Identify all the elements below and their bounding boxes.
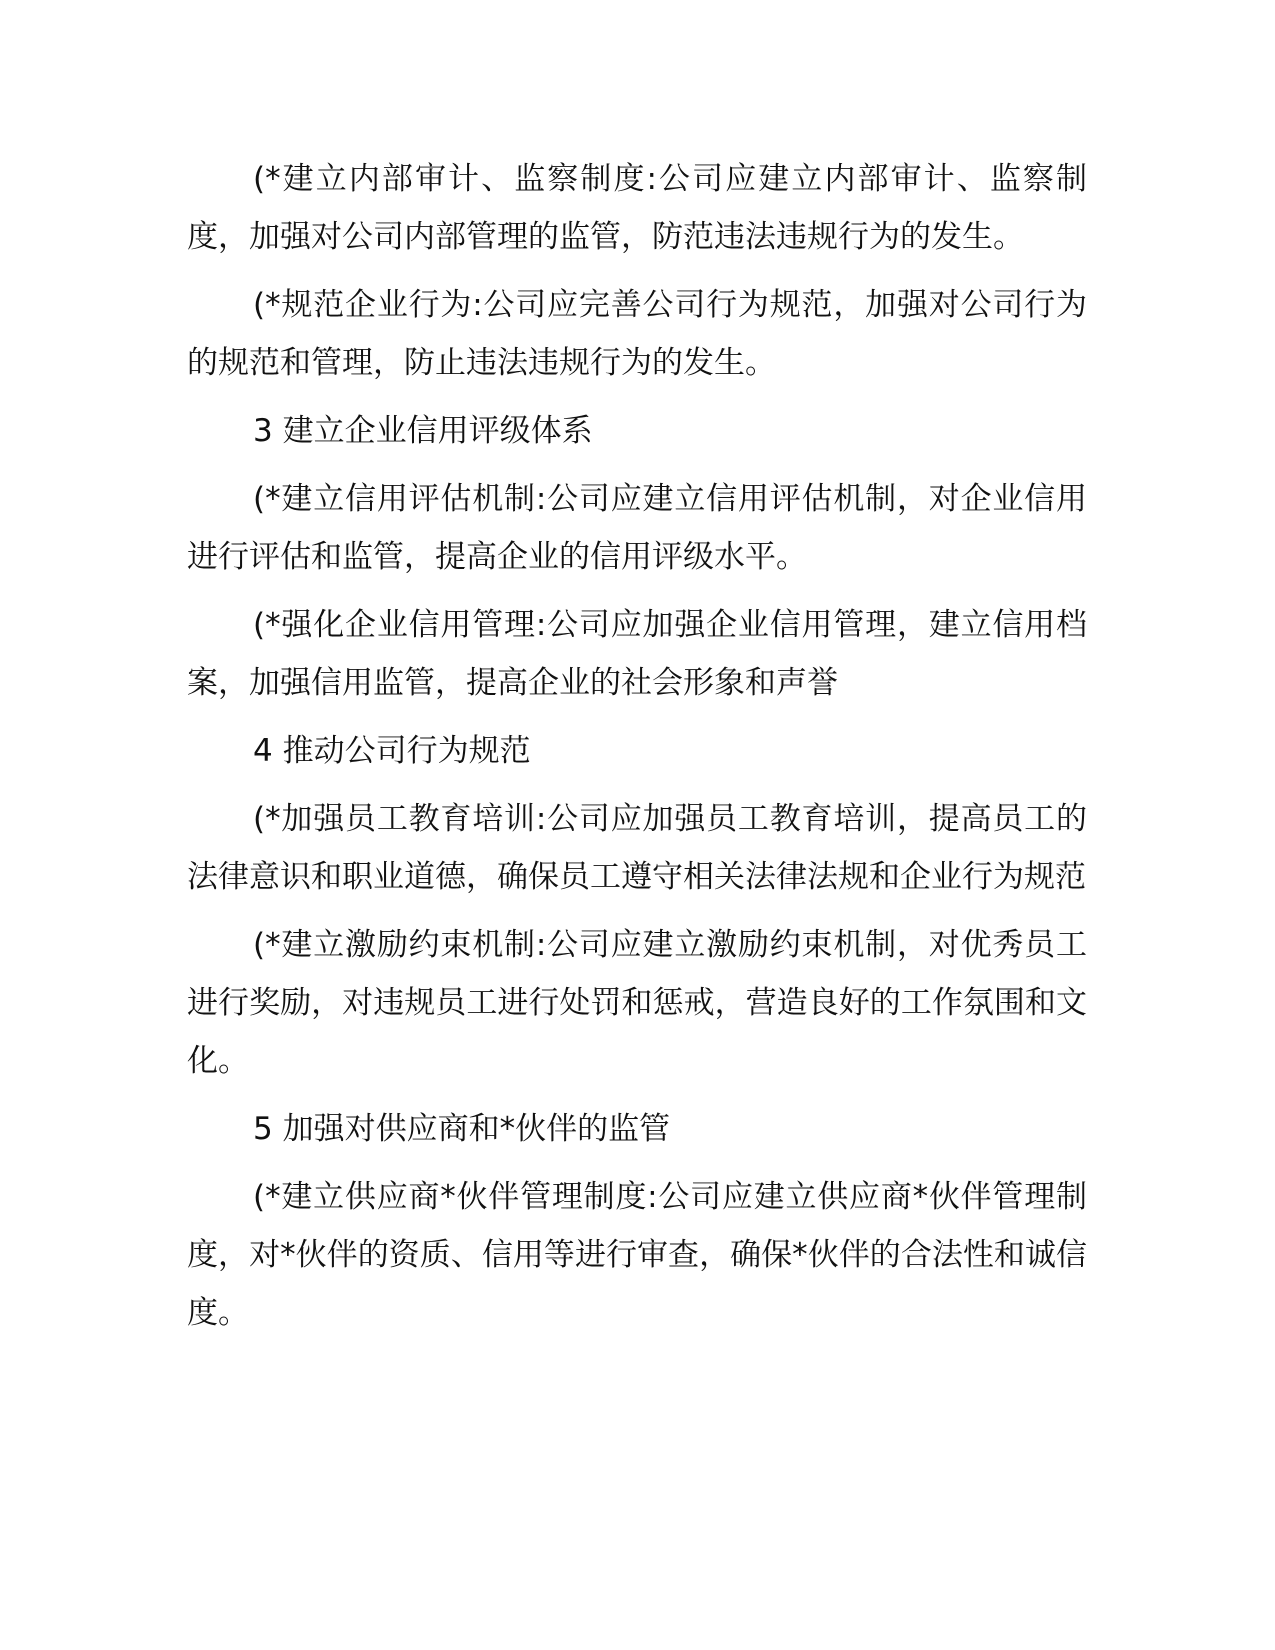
paragraph-supplier-management: (*建立供应商*伙伴管理制度:公司应建立供应商*伙伴管理制度，对*伙伴的资质、信用等进行审查，确保*伙伴的合法性和诚信度。 (187, 1179, 1087, 1331)
paragraph-credit-management: (*强化企业信用管理:公司应加强企业信用管理，建立信用档案，加强信用监管，提高企业的社会形象和声誉 (187, 607, 1087, 701)
paragraph-credit-evaluation: (*建立信用评估机制:公司应建立信用评估机制，对企业信用进行评估和监管，提高企业的信用评级水平。 (187, 481, 1087, 575)
paragraph-incentive-mechanism: (*建立激励约束机制:公司应建立激励约束机制，对优秀员工进行奖励，对违规员工进行处罚和惩戒，营造良好的工作氛围和文化。 (187, 927, 1087, 1079)
paragraph-regulate-behavior: (*规范企业行为:公司应完善公司行为规范，加强对公司行为的规范和管理，防止违法违规行为的发生。 (187, 287, 1087, 381)
section-heading-4: 4 推动公司行为规范 (253, 733, 531, 769)
document-body (187, 150, 1087, 1352)
section-heading-5: 5 加强对供应商和*伙伴的监管 (253, 1111, 671, 1147)
paragraph-employee-training: (*加强员工教育培训:公司应加强员工教育培训，提高员工的法律意识和职业道德，确保员工遵守相关法律法规和企业行为规范 (187, 801, 1087, 895)
paragraph-internal-audit: (*建立内部审计、监察制度:公司应建立内部审计、监察制度，加强对公司内部管理的监管，防范违法违规行为的发生。 (187, 161, 1087, 255)
section-heading-3: 3 建立企业信用评级体系 (253, 413, 593, 449)
